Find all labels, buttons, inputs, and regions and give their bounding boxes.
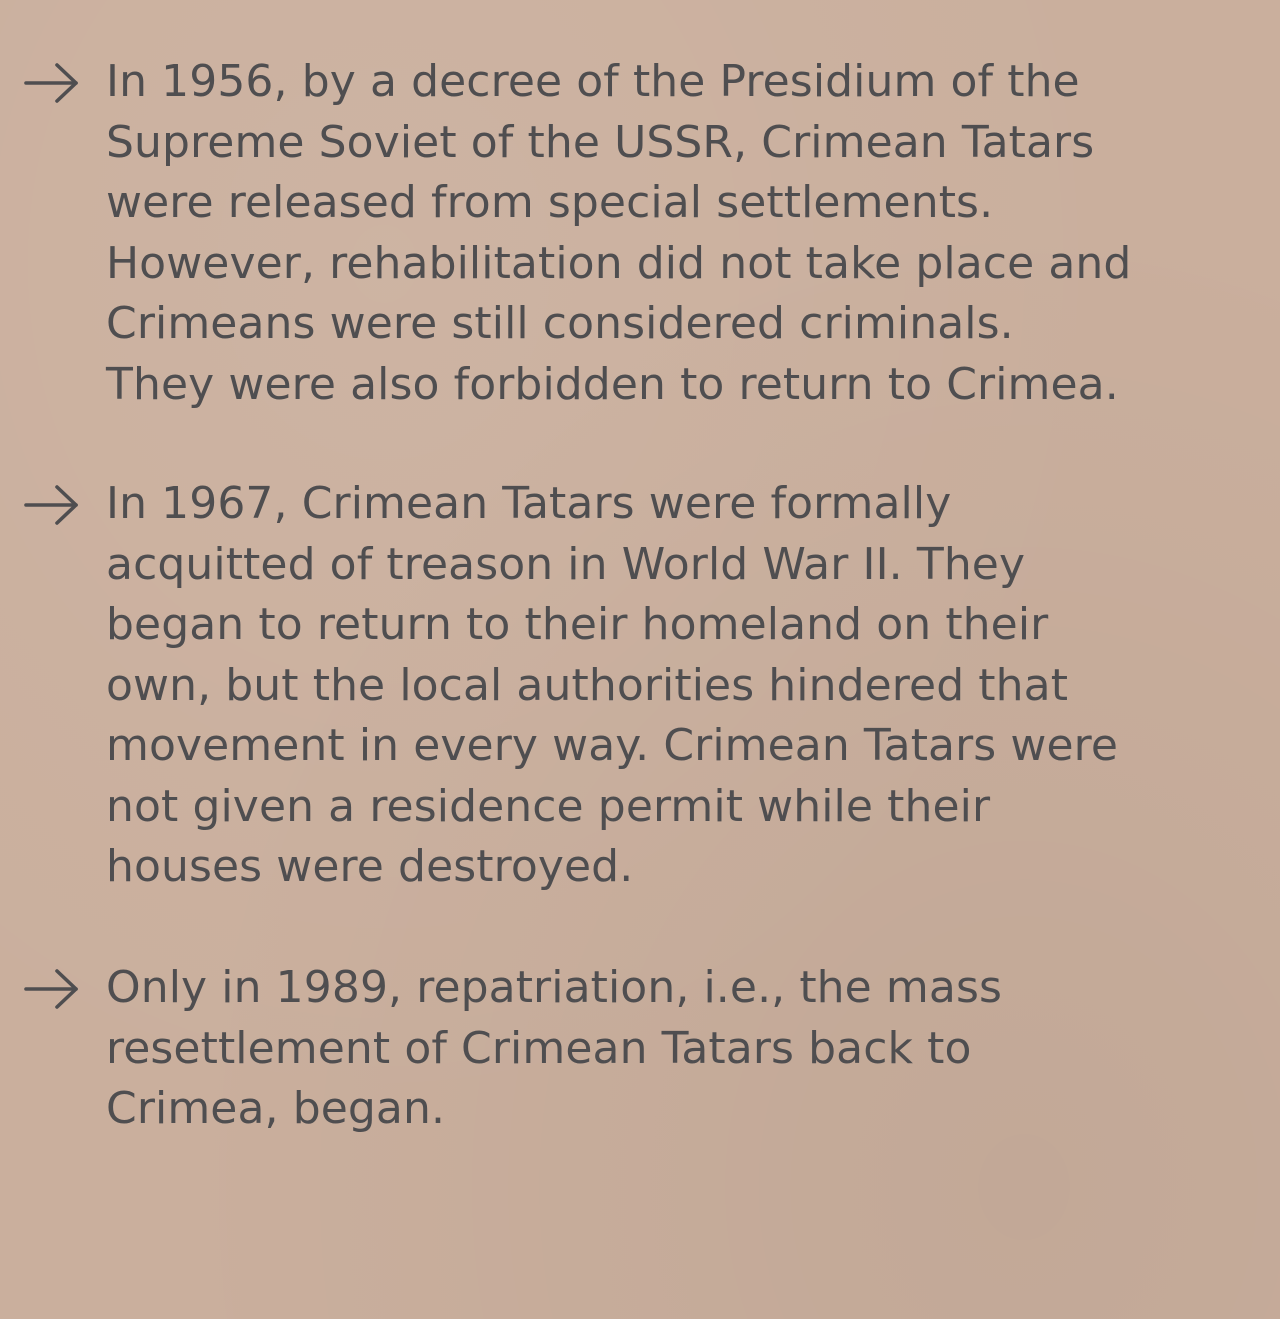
text-line: own, but the local authorities hindered that	[106, 659, 1069, 711]
text-line: Only in 1989, repatriation, i.e., the mass	[106, 962, 1002, 1013]
text-line: Crimeans were still considered criminals.	[106, 298, 1014, 349]
arrow-right-icon	[24, 967, 80, 1011]
text-line: resettlement of Crimean Tatars back to	[106, 1022, 972, 1074]
text-line: Supreme Soviet of the USSR, Crimean Tatars	[106, 116, 1095, 168]
bullet-text-1956	[106, 52, 1266, 415]
text-line: In 1967, Crimean Tatars were formally	[106, 478, 952, 529]
text-line: In 1956, by a decree of the Presidium of the	[106, 56, 1080, 107]
text-line: movement in every way. Crimean Tatars were	[106, 720, 1119, 771]
text-line: However, rehabilitation did not take place and	[106, 237, 1132, 289]
text-line: houses were destroyed.	[106, 841, 634, 892]
bullet-text-1967	[106, 474, 1266, 898]
text-line: began to return to their homeland on their	[106, 599, 1049, 650]
text-line: They were also forbidden to return to Crimea.	[106, 358, 1119, 410]
text-line: Crimea, began.	[106, 1083, 446, 1134]
text-line: not given a residence permit while their	[106, 780, 991, 832]
arrow-right-icon	[24, 61, 80, 105]
text-line: were released from special settlements.	[106, 177, 994, 228]
bullet-text-1989	[106, 958, 1266, 1140]
arrow-right-icon	[24, 483, 80, 527]
text-line: acquitted of treason in World War II. They	[106, 538, 1026, 590]
